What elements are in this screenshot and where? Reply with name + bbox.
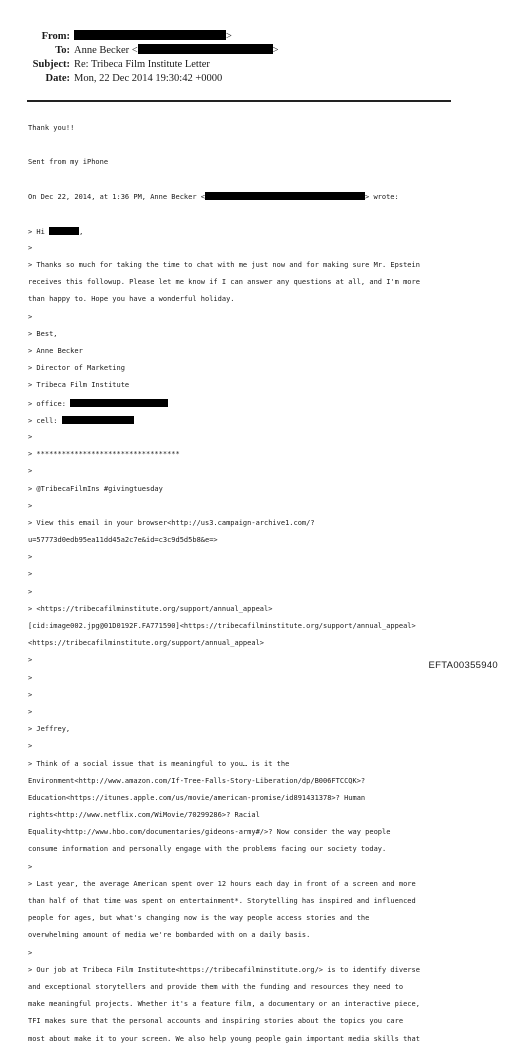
body-line <box>28 175 493 184</box>
body-line: overwhelming amount of media we're bombarded with on a daily basis. <box>28 931 311 940</box>
body-line: Equality<http://www.hbo.com/documentaries/gideons-army#/>? Now consider the way people <box>28 828 391 837</box>
to-row: To: Anne Becker < > <box>55 45 279 56</box>
body-line: > Director of Marketing <box>28 364 125 373</box>
body-line: > <box>28 742 33 751</box>
body-line: > <box>28 432 33 441</box>
body-line: <https://tribecafilminstitute.org/support/annual_appeal> <box>28 639 265 648</box>
body-line: > Hi , <box>28 227 84 236</box>
body-line: than half of that time was spent on entertainment*. Storytelling has inspired and influenced <box>28 897 416 906</box>
date-value: Mon, 22 Dec 2014 19:30:42 +0000 <box>74 73 223 84</box>
body-line: > Thanks so much for taking the time to chat with me just now and for making sure Mr. Epstein <box>28 261 420 270</box>
body-line: rights<http://www.netflix.com/WiMovie/70299286>? Racial <box>28 811 260 820</box>
body-line: most about make it to your screen. We also help young people gain important media skills that <box>28 1034 420 1043</box>
body-line: > <https://tribecafilminstitute.org/support/annual_appeal> <box>28 604 273 613</box>
date-row <box>0 72 512 86</box>
body-line: > Last year, the average American spent over 12 hours each day in front of a screen and more <box>28 879 416 888</box>
date-label: Date: <box>45 73 70 84</box>
body-line: > cell: <box>28 416 493 425</box>
body-line: consume information and personally engage with the problems facing our society today. <box>28 845 387 854</box>
body-line: > <box>28 312 33 321</box>
body-line: > office: <box>28 399 493 408</box>
body-line: people for ages, but what's changing now is the way people access stories and the <box>28 914 370 923</box>
body-line: > <box>28 656 33 665</box>
body-line: > Anne Becker <box>28 347 83 356</box>
body-line: > <box>28 570 33 579</box>
body-line: > View this email in your browser<http://us3.campaign-archive1.com/? <box>28 518 315 527</box>
redaction-bar <box>205 192 365 200</box>
body-line: than happy to. Hope you have a wonderful holiday. <box>28 295 235 304</box>
body-line: receives this followup. Please let me know if I can answer any questions at all, and I'm more <box>28 278 420 287</box>
to-label: To: <box>55 45 70 56</box>
email-header <box>0 30 512 86</box>
email-body <box>28 115 493 1052</box>
body-line: make meaningful projects. Whether it's a feature film, a documentary or an interactive piece, <box>28 1000 420 1009</box>
redaction-bar <box>138 44 273 54</box>
subject-label: Subject: <box>32 59 70 70</box>
body-line: > Jeffrey, <box>28 725 71 734</box>
body-line: > Best, <box>28 329 58 338</box>
body-line: On Dec 22, 2014, at 1:36 PM, Anne Becker < > wrote: <box>28 193 399 202</box>
redaction-bar <box>62 416 134 424</box>
subject-value: Re: Tribeca Film Institute Letter <box>74 59 210 70</box>
body-line: and exceptional storytellers and provide them with the funding and resources they need to <box>28 982 404 991</box>
body-line: [cid:image002.jpg@01D0192F.FA771590]<https://tribecafilminstitute.org/support/annual_appeal> <box>28 622 416 631</box>
to-value: Anne Becker < <box>74 45 138 56</box>
body-line: > <box>28 707 33 716</box>
body-line: TFI makes sure that the personal accounts and inspiring stories about the topics you care <box>28 1017 404 1026</box>
body-line: > Think of a social issue that is meaningful to you… is it the <box>28 759 290 768</box>
redaction-bar <box>49 227 79 235</box>
body-line: > <box>28 948 33 957</box>
header-divider <box>27 100 451 102</box>
body-line: > <box>28 501 33 510</box>
body-line: Environment<http://www.amazon.com/If-Tree-Falls-Story-Liberation/dp/B006FTCCQK>? <box>28 776 366 785</box>
body-line: > @TribecaFilmIns #givingtuesday <box>28 484 163 493</box>
body-line: > <box>28 673 33 682</box>
body-line: Thank you!! <box>28 123 75 132</box>
body-line: > <box>28 553 33 562</box>
body-line: Education<https://itunes.apple.com/us/movie/american-promise/id891431378>? Human <box>28 793 366 802</box>
body-line: > Tribeca Film Institute <box>28 381 130 390</box>
body-line: u=57773d0edb95ea11dd45a2c7e&id=c3c9d5d5b8&e=> <box>28 536 218 545</box>
body-line: > <box>28 243 33 252</box>
body-line: > <box>28 690 33 699</box>
body-line: > Our job at Tribeca Film Institute<https://tribecafilminstitute.org/> is to identify diverse <box>28 965 420 974</box>
body-line <box>28 210 493 219</box>
body-line: > <box>28 862 33 871</box>
subject-row <box>0 58 512 72</box>
body-line: > <box>28 587 33 596</box>
body-line <box>28 141 493 150</box>
body-line: > <box>28 467 33 476</box>
body-line: Sent from my iPhone <box>28 157 109 166</box>
from-row: From: > <box>41 31 232 42</box>
bates-number: EFTA00355940 <box>428 660 498 671</box>
redaction-bar <box>74 30 226 40</box>
redaction-bar <box>70 399 168 407</box>
from-label: From: <box>41 31 70 42</box>
body-line: > ********************************** <box>28 450 180 459</box>
